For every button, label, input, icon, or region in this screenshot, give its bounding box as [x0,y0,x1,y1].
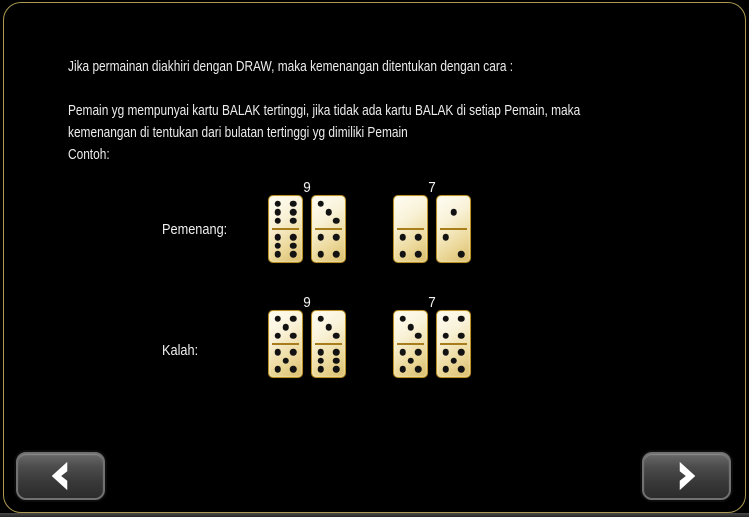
pair-score: 9 [303,294,311,311]
domino-tile [436,195,471,263]
domino-tile [393,310,428,378]
domino-pair [268,310,346,378]
rule-line-balak-1: Pemain yg mempunyai kartu BALAK tertinggi, jika tidak ada kartu BALAK di setiap Pemain, maka [68,103,581,119]
rules-text [68,56,693,166]
winner-pair-2 [393,180,471,263]
loser-pair-2 [393,295,471,378]
domino-tile [393,195,428,263]
winner-label: Pemenang: [162,221,228,238]
domino-pair [393,195,471,263]
domino-tile [311,310,346,378]
pair-score: 7 [428,179,436,196]
chevron-right-icon [673,455,700,497]
pair-score: 9 [303,179,311,196]
pair-score: 7 [428,294,436,311]
domino-tile [268,310,303,378]
bottom-edge-highlight [0,513,749,517]
rule-line-draw: Jika permainan diakhiri dengan DRAW, maka kemenangan ditentukan dengan cara : [68,59,514,75]
domino-tile [311,195,346,263]
domino-pair [393,310,471,378]
next-button[interactable] [642,452,731,500]
back-button[interactable] [16,452,105,500]
loser-pair-1 [268,295,346,378]
loser-label: Kalah: [162,342,199,359]
domino-tile [268,195,303,263]
chevron-left-icon [47,455,74,497]
domino-tile [436,310,471,378]
rule-line-balak-2: kemenangan di tentukan dari bulatan tertinggi yg dimiliki Pemain [68,125,408,141]
rule-line-contoh: Contoh: [68,147,110,163]
winner-pair-1 [268,180,346,263]
domino-pair [268,195,346,263]
